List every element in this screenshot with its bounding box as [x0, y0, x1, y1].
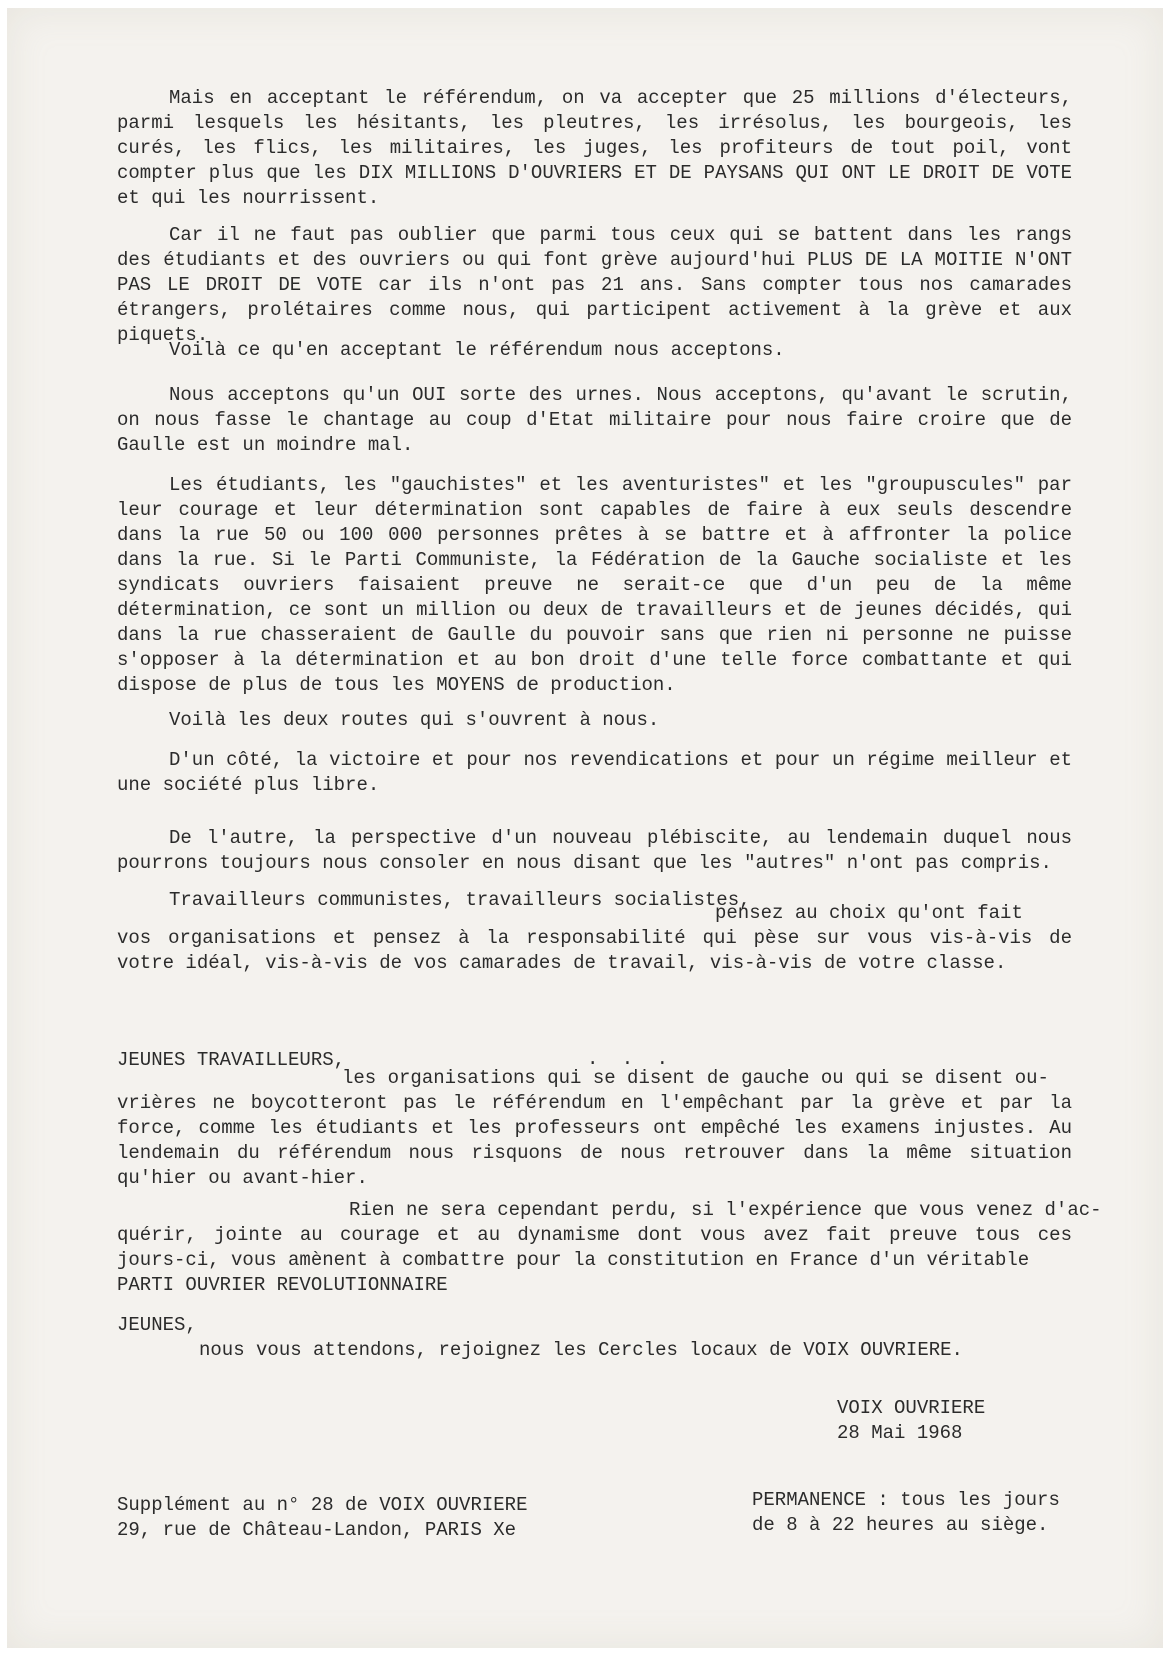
footer-permanence: PERMANENCE : tous les jours [752, 1489, 1060, 1511]
paragraph-referendum: Mais en acceptant le référendum, on va accepter que 25 millions d'électeurs, parmi lesquels les hésitants, les pleutres, les irrésolus, les bourgeois, les curés, les flics, les militaires, les juges, les profiteurs de tout poil, vont compter plus que les DIX MILLIONS D'OUVRIERS ET DE PAYSANS QUI ONT LE DROIT DE VOTE et qui les nourrissent. [117, 87, 1072, 209]
appeal-hope-body: quérir, jointe au courage et au dynamisme dont vous avez fait preuve tous ces jours-ci, vous amènent à combattre pour la constitution en France d'un véritable [117, 1224, 1072, 1271]
appeal-youth-body: nous vous attendons, rejoignez les Cercles locaux de VOIX OUVRIERE. [199, 1339, 963, 1361]
paragraph-victory: D'un côté, la victoire et pour nos revendications et pour un régime meilleur et une société plus libre. [117, 749, 1072, 796]
paragraph-oui: Nous acceptons qu'un OUI sorte des urnes. Nous acceptons, qu'avant le scrutin, on nous fasse le chantage au coup d'Etat militaire pour nous faire croire que de Gaulle est un moindre mal. [117, 384, 1072, 456]
paragraph-plebiscite: De l'autre, la perspective d'un nouveau plébiscite, au lendemain duquel nous pourrons toujours nous consoler en nous disant que les "autres" n'ont pas compris. [117, 827, 1072, 874]
footer-address: 29, rue de Château-Landon, PARIS Xe [117, 1519, 517, 1541]
appeal-youth-workers-lead: les organisations qui se disent de gauche ou qui se disent ou- [342, 1067, 1049, 1089]
appeal-communists-body: vos organisations et pensez à la responsabilité qui pèse sur vous vis-à-vis de votre idéal, vis-à-vis de vos camarades de travail, vis-à-vis de votre classe. [117, 927, 1072, 974]
appeal-youth-address: JEUNES, [117, 1314, 197, 1336]
paragraph-students: Les étudiants, les "gauchistes" et les aventuristes" et les "groupuscules" par leur courage et leur détermination sont capables de faire à eux seuls descendre dans la rue 50 ou 100 000 personnes prêtes à se battre et à affronter la police dans la rue. Si le Parti Communiste, la Fédération de la Gauche socialiste et les syndicats ouvriers faisaient preuve ne serait-ce que d'un peu de la même détermination, ce sont un million ou deux de travailleurs et de jeunes décidés, qui dans la rue chasseraient de Gaulle du pouvoir sans que rien ni personne ne puisse s'opposer à la détermination et au bon droit d'une telle force combattante et qui dispose de plus de tous les MOYENS de production. [117, 474, 1072, 696]
footer-hours: de 8 à 22 heures au siège. [752, 1514, 1049, 1536]
signature-date: 28 Mai 1968 [837, 1422, 963, 1444]
signature-org: VOIX OUVRIERE [837, 1397, 986, 1419]
paragraph-two-roads: Voilà les deux routes qui s'ouvrent à nous. [169, 709, 660, 731]
appeal-communists-address: Travailleurs communistes, travailleurs socialistes, [169, 889, 751, 911]
appeal-youth-workers-body: vrières ne boycotteront pas le référendum en l'empêchant par la grève et par la force, comme les étudiants et les professeurs ont empêché les examens injustes. Au lendemain du référendum nous risquons de nous retrouver dans la même situation qu'hier ou avant-hier. [117, 1092, 1072, 1189]
appeal-hope-lead: Rien ne sera cependant perdu, si l'expérience que vous venez d'ac- [349, 1199, 1102, 1221]
appeal-communists-lead: pensez au choix qu'ont fait [715, 902, 1023, 924]
appeal-youth-workers-address: JEUNES TRAVAILLEURS, [117, 1049, 346, 1071]
paragraph-what-we-accept: Voilà ce qu'en acceptant le référendum nous acceptons. [169, 339, 785, 361]
party-name: PARTI OUVRIER REVOLUTIONNAIRE [117, 1274, 448, 1296]
document-page [7, 8, 1163, 1648]
footer-supplement: Supplément au n° 28 de VOIX OUVRIERE [117, 1494, 528, 1516]
separator-dots: . . . [587, 1048, 675, 1070]
paragraph-voting-age: Car il ne faut pas oublier que parmi tous ceux qui se battent dans les rangs des étudiants et des ouvriers ou qui font grève aujourd'hui PLUS DE LA MOITIE N'ONT PAS LE DROIT DE VOTE car ils n'ont pas 21 ans. Sans compter tous nos camarades étrangers, prolétaires comme nous, qui participent activement à la grève et aux piquets. [117, 224, 1072, 346]
